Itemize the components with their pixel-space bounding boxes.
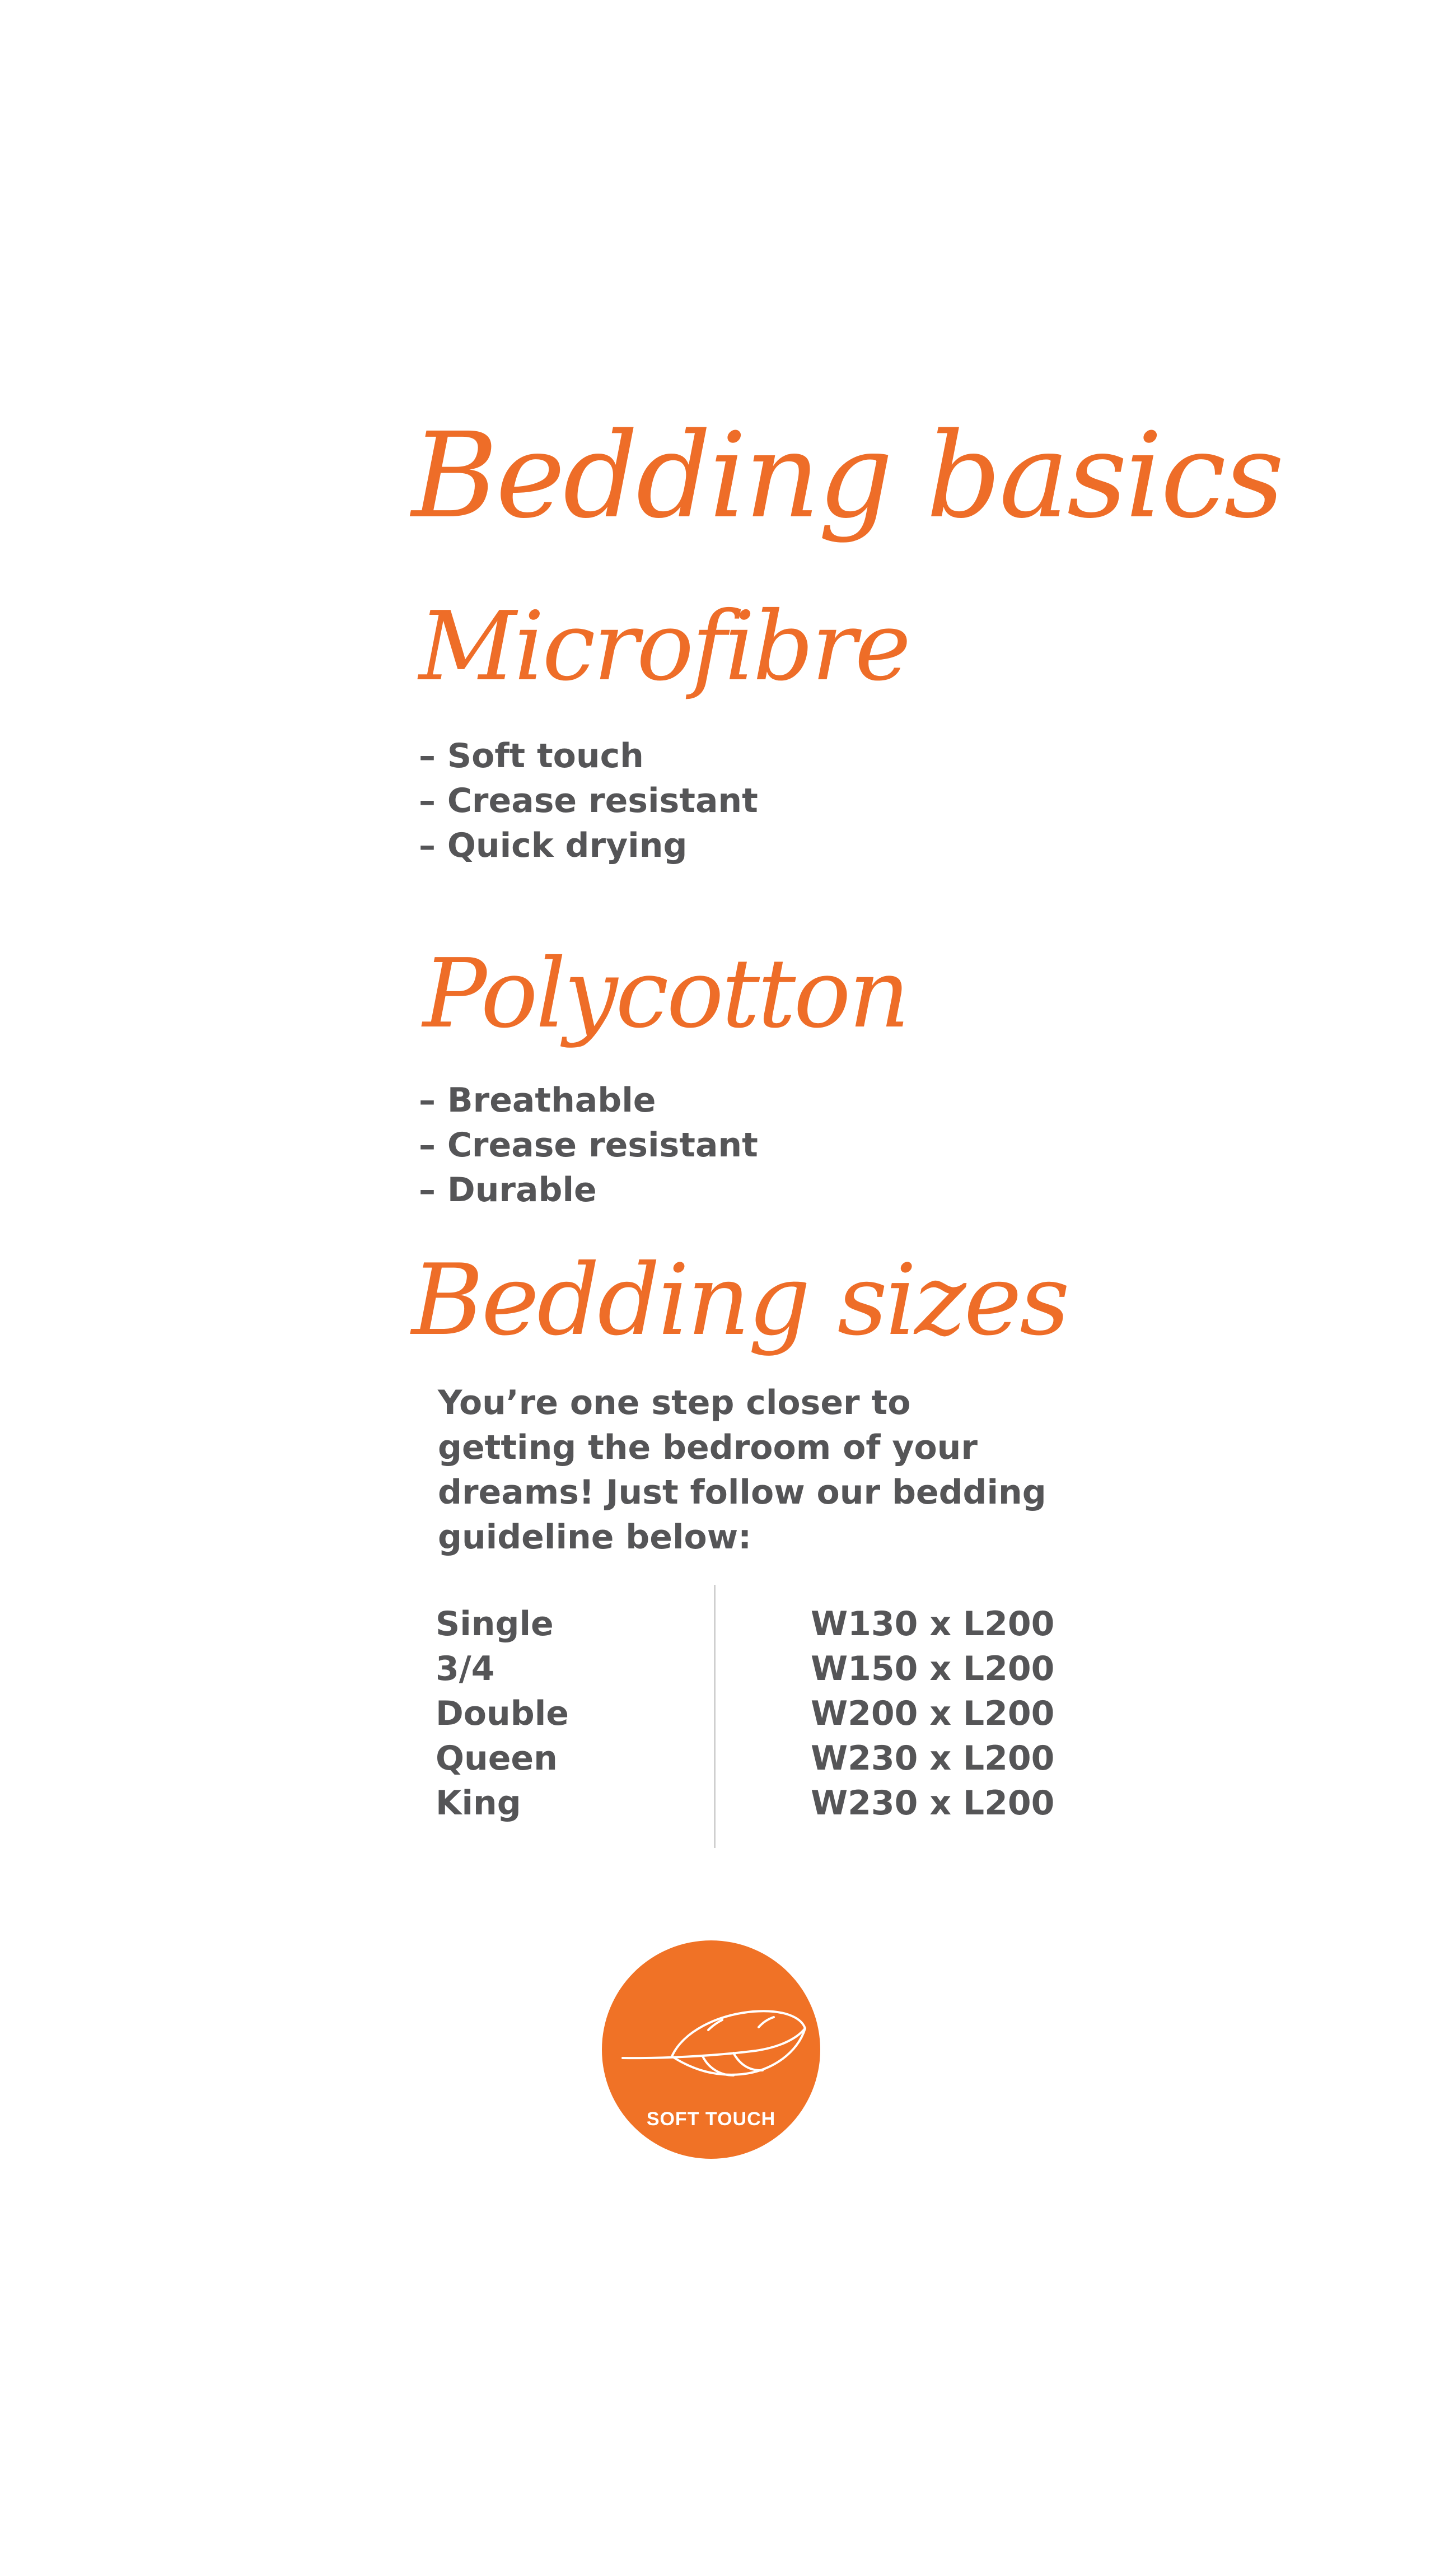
size-name: Queen xyxy=(436,1739,558,1778)
size-name: King xyxy=(436,1784,521,1823)
column-divider xyxy=(714,1585,716,1848)
size-name: Double xyxy=(436,1694,569,1733)
feather-icon xyxy=(616,2005,806,2094)
soft-touch-badge xyxy=(602,1940,820,2159)
page-title: Bedding basics xyxy=(412,407,1282,544)
size-name: 3/4 xyxy=(436,1649,495,1688)
bedding-sizes-heading: Bedding sizes xyxy=(412,1244,1068,1357)
size-name: Single xyxy=(436,1604,554,1644)
microfibre-heading: Microfibre xyxy=(419,591,909,702)
list-item: – Soft touch xyxy=(419,734,758,778)
size-dimensions: W230 x L200 xyxy=(811,1784,1055,1823)
sizes-intro-text: You’re one step closer to getting the bedroom of your dreams! Just follow our bedding guideline below: xyxy=(438,1383,1046,1557)
polycotton-heading: Polycotton xyxy=(423,939,908,1049)
list-item: – Breathable xyxy=(419,1078,758,1123)
list-item: – Quick drying xyxy=(419,823,758,868)
polycotton-feature-list xyxy=(419,1078,758,1212)
size-name-column xyxy=(436,1602,569,1826)
badge-label: SOFT TOUCH xyxy=(646,2108,776,2130)
microfibre-feature-list xyxy=(419,734,758,868)
size-dimensions: W200 x L200 xyxy=(811,1694,1055,1733)
size-dimensions: W230 x L200 xyxy=(811,1739,1055,1778)
size-table xyxy=(436,1602,1055,1848)
list-item: – Crease resistant xyxy=(419,1123,758,1168)
list-item: – Durable xyxy=(419,1168,758,1212)
list-item: – Crease resistant xyxy=(419,778,758,823)
size-dimensions: W150 x L200 xyxy=(811,1649,1055,1688)
size-dimensions: W130 x L200 xyxy=(811,1604,1055,1644)
size-dimensions-column xyxy=(811,1602,1054,1826)
